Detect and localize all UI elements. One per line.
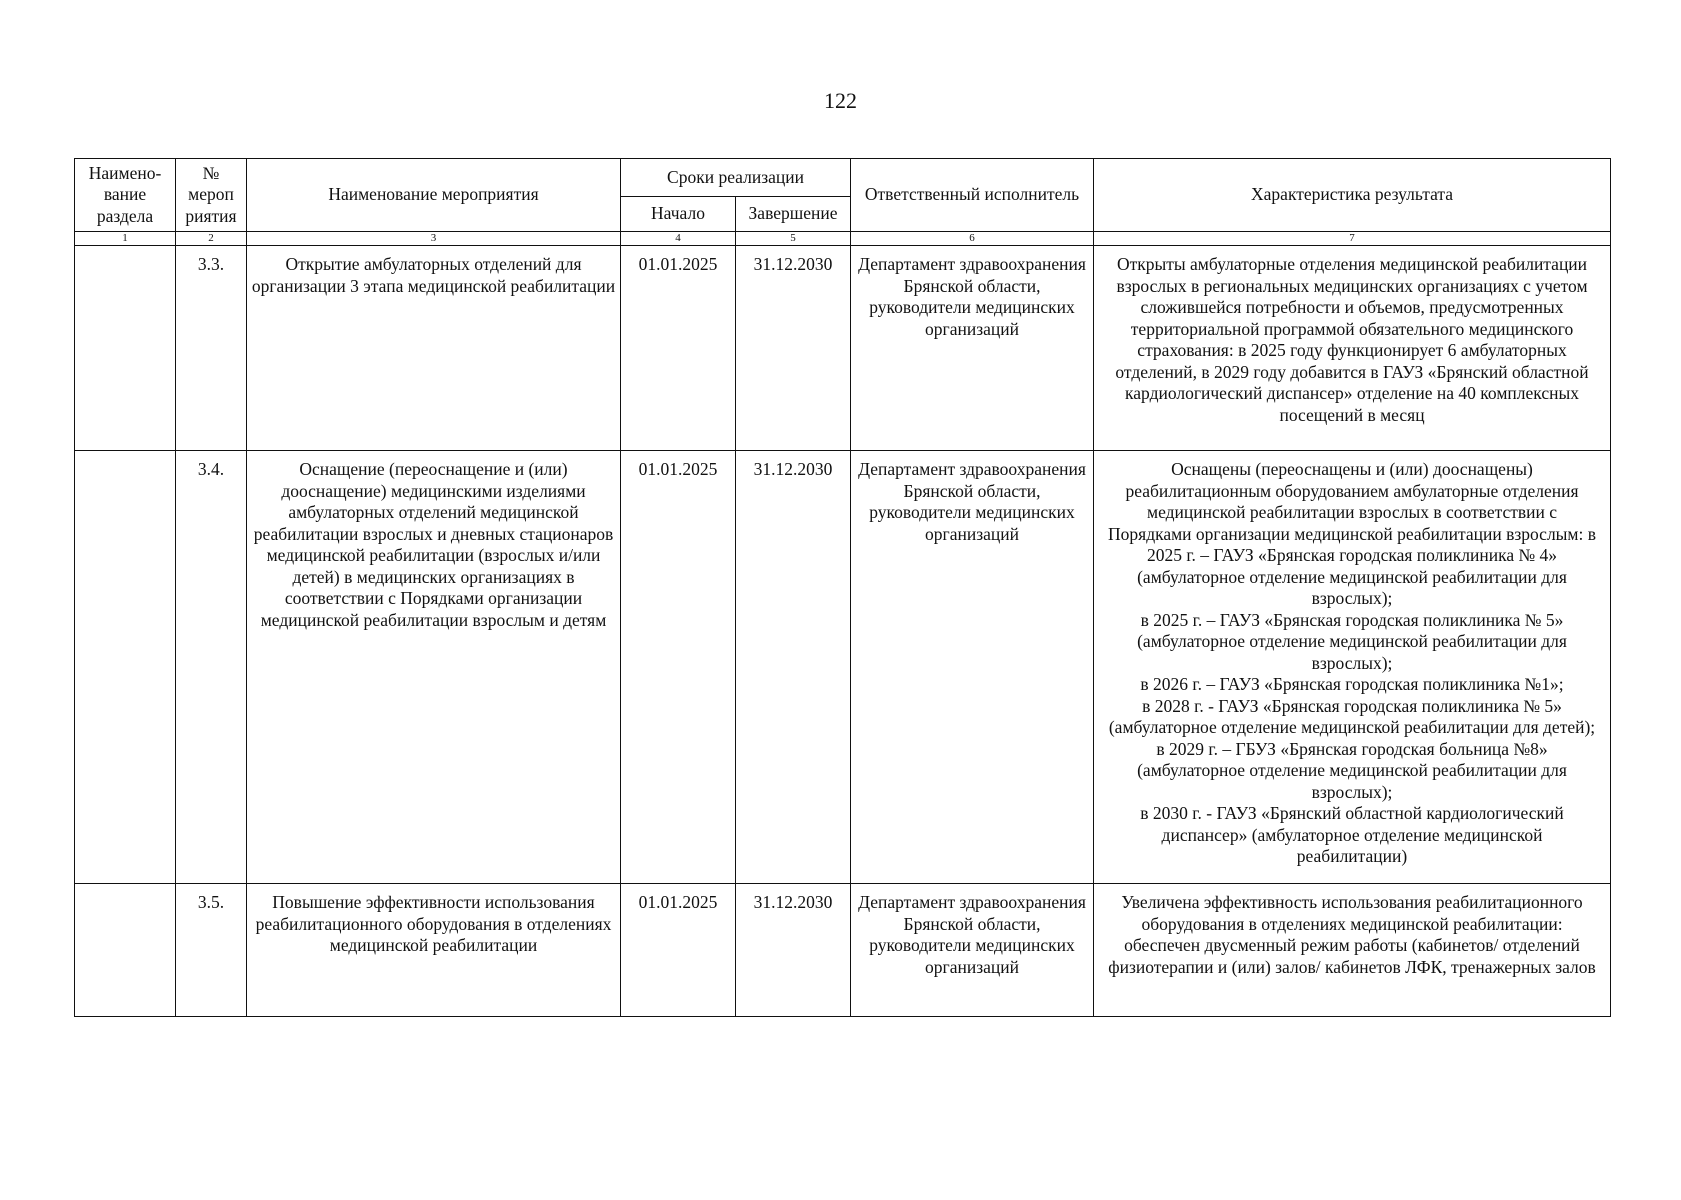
header-event-name: Наименование мероприятия	[247, 159, 621, 232]
table-row	[75, 451, 1611, 884]
header-end: Завершение	[736, 197, 851, 232]
result-line: в 2029 г. – ГБУЗ «Брянская городская больница №8» (амбулаторное отделение медицинской реабилитации для взрослых);	[1137, 738, 1567, 802]
result-characteristic	[1094, 451, 1611, 884]
result-line: Открыты амбулаторные отделения медицинской реабилитации взрослых в региональных медицинских организациях с учетом сложившейся потребности и объемов, предусмотренных территориальной программой обязательного медицинского страхования: в 2025 году функционирует 6 амбулаторных отделений, в 2029 году добавится в ГАУЗ «Брянский областной кардиологический диспансер» отделение на 40 комплексных посещений в месяц	[1115, 254, 1589, 425]
column-number: 1	[75, 232, 176, 246]
section-cell	[75, 451, 176, 884]
header-start: Начало	[621, 197, 736, 232]
table-row	[75, 884, 1611, 1017]
section-cell	[75, 246, 176, 451]
responsible-executor: Департамент здравоохранения Брянской области, руководители медицинских организаций	[851, 246, 1094, 451]
column-number: 2	[176, 232, 247, 246]
header-section: Наимено- вание раздела	[75, 159, 176, 232]
result-line: в 2028 г. - ГАУЗ «Брянская городская поликлиника № 5» (амбулаторное отделение медицинской реабилитации для детей);	[1108, 695, 1596, 737]
measures-table	[74, 158, 1611, 1017]
responsible-executor: Департамент здравоохранения Брянской области, руководители медицинских организаций	[851, 451, 1094, 884]
column-number: 7	[1094, 232, 1611, 246]
section-cell	[75, 884, 176, 1017]
header-result: Характеристика результата	[1094, 159, 1611, 232]
column-number: 5	[736, 232, 851, 246]
start-date: 01.01.2025	[621, 246, 736, 451]
measure-number: 3.5.	[176, 884, 247, 1017]
measure-title: Повышение эффективности использования реабилитационного оборудования в отделениях медицинской реабилитации	[247, 884, 621, 1017]
result-line: в 2025 г. – ГАУЗ «Брянская городская поликлиника № 5» (амбулаторное отделение медицинской реабилитации для взрослых);	[1137, 609, 1567, 673]
column-number: 4	[621, 232, 736, 246]
result-line: в 2026 г. – ГАУЗ «Брянская городская поликлиника №1»;	[1140, 674, 1564, 694]
end-date: 31.12.2030	[736, 884, 851, 1017]
result-characteristic	[1094, 246, 1611, 451]
header-terms: Сроки реализации	[621, 159, 851, 197]
result-line: Оснащены (переоснащены и (или) дооснащены) реабилитационным оборудованием амбулаторные отделения медицинской реабилитации взрослых в соответствии с Порядками организации медицинской реабилитации взрослым: в 2025 г. – ГАУЗ «Брянская городская поликлиника № 4» (амбулаторное отделение медицинской реабилитации для взрослых);	[1108, 459, 1597, 608]
start-date: 01.01.2025	[621, 451, 736, 884]
end-date: 31.12.2030	[736, 451, 851, 884]
start-date: 01.01.2025	[621, 884, 736, 1017]
measure-title: Открытие амбулаторных отделений для организации 3 этапа медицинской реабилитации	[247, 246, 621, 451]
measure-number: 3.4.	[176, 451, 247, 884]
measure-title: Оснащение (переоснащение и (или) дооснащение) медицинскими изделиями амбулаторных отделений медицинской реабилитации взрослых и дневных стационаров медицинской реабилитации (взрослых и/или детей) в медицинских организациях в соответствии с Порядками организации медицинской реабилитации взрослым и детям	[247, 451, 621, 884]
result-line: Увеличена эффективность использования реабилитационного оборудования в отделениях медицинской реабилитации: обеспечен двусменный режим работы (кабинетов/ отделений физиотерапии и (или) залов/ кабинетов ЛФК, тренажерных залов	[1108, 892, 1596, 977]
page-number: 122	[824, 88, 857, 113]
table-row	[75, 246, 1611, 451]
column-number: 3	[247, 232, 621, 246]
result-line: в 2030 г. - ГАУЗ «Брянский областной кардиологический диспансер» (амбулаторное отделение медицинской реабилитации)	[1140, 803, 1564, 866]
measure-number: 3.3.	[176, 246, 247, 451]
responsible-executor: Департамент здравоохранения Брянской области, руководители медицинских организаций	[851, 884, 1094, 1017]
end-date: 31.12.2030	[736, 246, 851, 451]
header-number: № мероп риятия	[176, 159, 247, 232]
header-responsible: Ответственный исполнитель	[851, 159, 1094, 232]
column-number: 6	[851, 232, 1094, 246]
result-characteristic	[1094, 884, 1611, 1017]
